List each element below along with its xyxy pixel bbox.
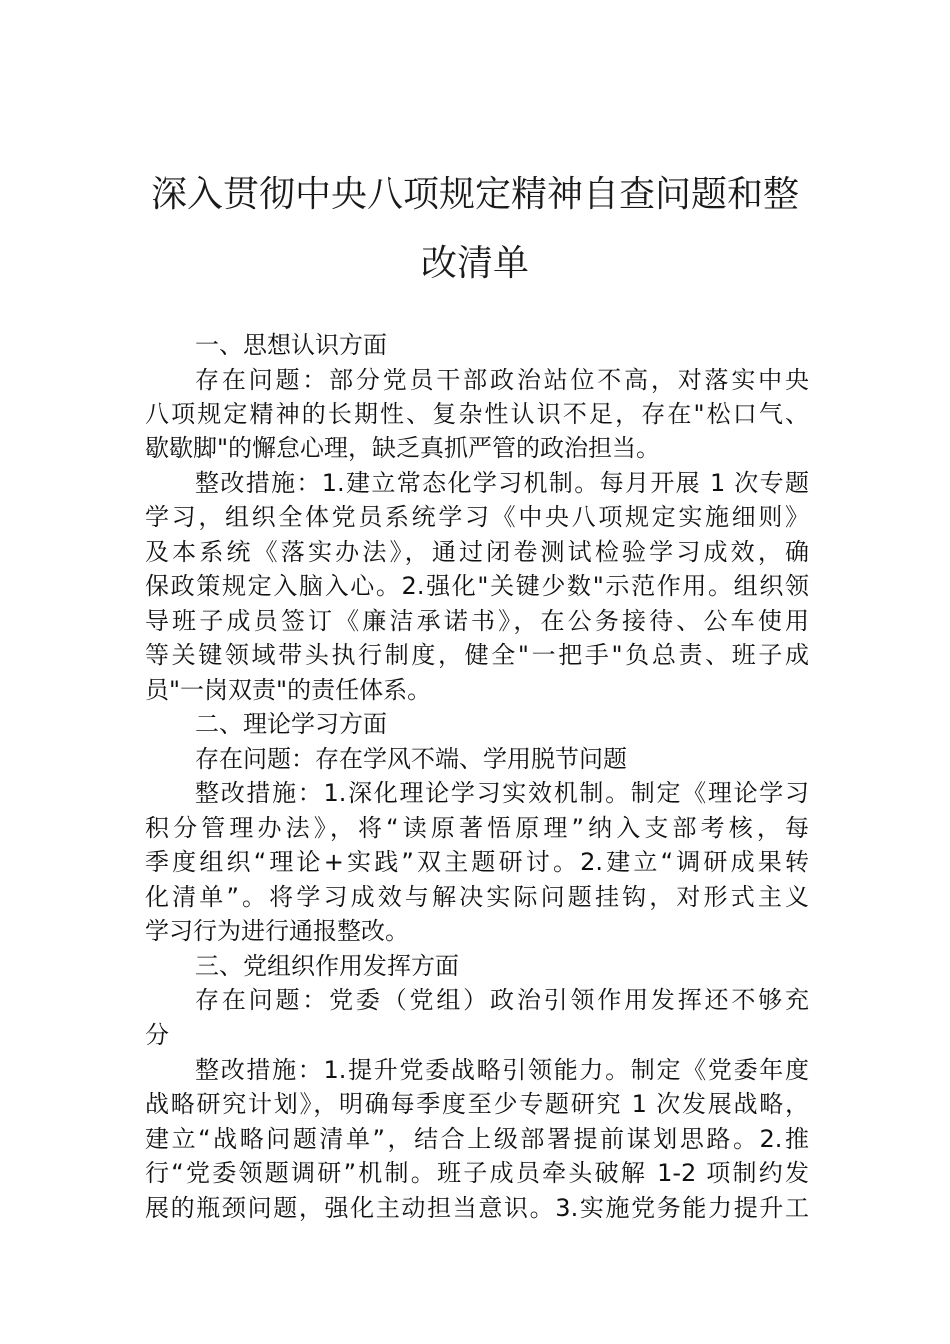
paragraph-line: 展的瓶颈问题，强化主动担当意识。3.实施党务能力提升工: [145, 1194, 809, 1222]
paragraph-line: 战略研究计划》，明确每季度至少专题研究 1 次发展战略，: [145, 1090, 809, 1118]
paragraph-line: 歇歇脚"的懈怠心理，缺乏真抓严管的政治担当。: [145, 434, 661, 462]
paragraph-line: 存在问题：存在学风不端、学用脱节问题: [195, 745, 627, 773]
paragraph-line: 存在问题：党委（党组）政治引领作用发挥还不够充: [195, 986, 809, 1014]
paragraph-line: 学习行为进行通报整改。: [145, 917, 409, 945]
paragraph-line: 学习，组织全体党员系统学习《中央八项规定实施细则》: [145, 503, 809, 531]
paragraph-line: 存在问题：部分党员干部政治站位不高，对落实中央: [195, 366, 809, 394]
paragraph-line: 等关键领域带头执行制度，健全"一把手"负总责、班子成: [145, 641, 809, 669]
paragraph-line: 行“党委领题调研”机制。班子成员牵头破解 1-2 项制约发: [145, 1159, 809, 1187]
paragraph-line: 建立“战略问题清单”，结合上级部署提前谋划思路。2.推: [145, 1125, 809, 1153]
paragraph-line: 导班子成员签订《廉洁承诺书》，在公务接待、公车使用: [145, 607, 809, 635]
paragraph-line: 整改措施：1.建立常态化学习机制。每月开展 1 次专题: [195, 469, 809, 497]
section-heading-3: 三、党组织作用发挥方面: [195, 952, 459, 980]
paragraph-line: 八项规定精神的长期性、复杂性认识不足，存在"松口气、: [145, 400, 809, 428]
section-heading-1: 一、思想认识方面: [195, 331, 387, 359]
section-heading-2: 二、理论学习方面: [195, 710, 387, 738]
paragraph-line: 及本系统《落实办法》，通过闭卷测试检验学习成效，确: [145, 538, 809, 566]
document-title-line-1: 深入贯彻中央八项规定精神自查问题和整: [150, 174, 799, 215]
paragraph-line: 整改措施：1.深化理论学习实效机制。制定《理论学习: [195, 779, 809, 807]
document-title-line-2: 改清单: [420, 243, 529, 284]
paragraph-line: 员"一岗双责"的责任体系。: [145, 676, 432, 704]
paragraph-line: 分: [145, 1021, 169, 1049]
paragraph-line: 季度组织“理论+实践”双主题研讨。2.建立“调研成果转: [145, 848, 809, 876]
paragraph-line: 整改措施：1.提升党委战略引领能力。制定《党委年度: [195, 1056, 809, 1084]
paragraph-line: 积分管理办法》，将“读原著悟原理”纳入支部考核，每: [145, 814, 809, 842]
paragraph-line: 保政策规定入脑入心。2.强化"关键少数"示范作用。组织领: [145, 572, 809, 600]
paragraph-line: 化清单”。将学习成效与解决实际问题挂钩，对形式主义: [145, 883, 809, 911]
